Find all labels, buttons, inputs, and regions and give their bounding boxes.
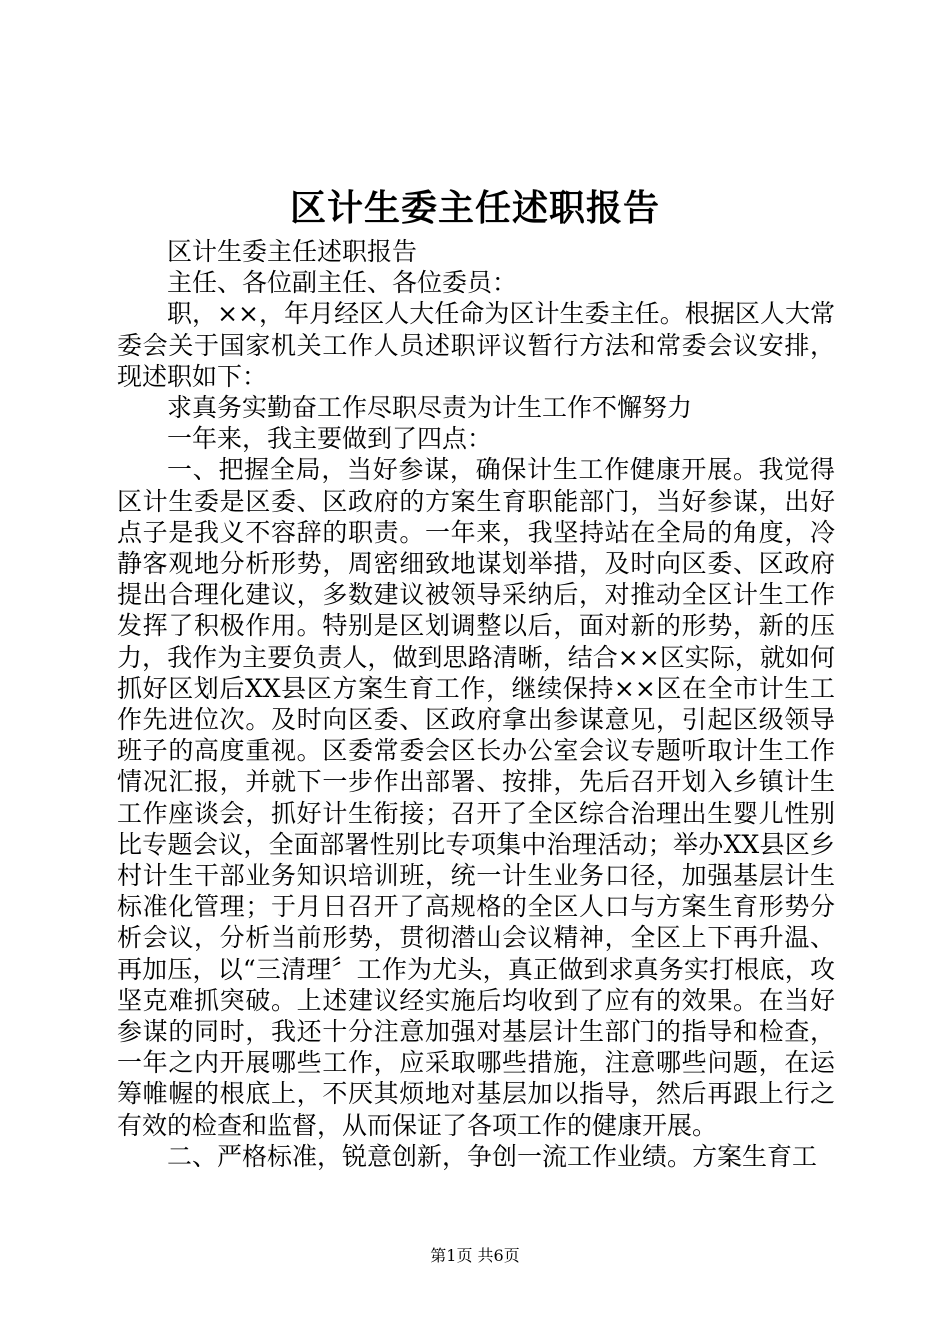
paragraph-salutation: 主任、各位副主任、各位委员：: [167, 268, 518, 298]
paragraph-section-1: 一、把握全局，当好参谋，确保计生工作健康开展。我觉得区计生委是区委、区政府的方案生育职能部门，当好参谋，出好点子是我义不容辞的职责。一年来，我坚持站在全局的角度，冷静客观地分析形势，周密细致地谋划举措，及时向区委、区政府提出合理化建议，多数建议被领导采纳后，对推动全区计生工作发挥了积极作用。特别是区划调整以后，面对新的形势，新的压力，我作为主要负责人，做到思路清晰，结合××区实际，就如何抓好区划后XX县区方案生育工作，继续保持××区在全市计生工作先进位次。及时向区委、区政府拿出参谋意见，引起区级领导班子的高度重视。区委常委会区长办公室会议专题听取计生工作情况汇报，并就下一步作出部署、按排，先后召开划入乡镇计生工作座谈会，抓好计生衔接；召开了全区综合治理出生婴儿性别比专题会议，全面部署性别比专项集中治理活动；举办XX县区乡村计生干部业务知识培训班，统一计生业务口径，加强基层计生标准化管理；于月日召开了高规格的全区人口与方案生育形势分析会议，分析当前形势，贯彻潜山会议精神，全区上下再升温、再加压，以“三清理〞工作为尤头，真正做到求真务实打根底，攻坚克难抓突破。上述建议经实施后均收到了应有的效果。在当好参谋的同时，我还十分注意加强对基层计生部门的指导和检查，一年之内开展哪些工作，应采取哪些措施，注意哪些问题，在运筹帷幄的根底上，不厌其烦地对基层加以指导，然后再跟上行之有效的检查和监督，从而保证了各项工作的健康开展。: [117, 455, 835, 1140]
paragraph-summary: 一年来，我主要做到了四点：: [167, 424, 493, 454]
paragraph-heading: 区计生委主任述职报告: [167, 237, 418, 266]
paragraph-subtitle: 求真务实勤奋工作尽职尽责为计生工作不懈努力: [167, 393, 693, 423]
document-body: [117, 236, 835, 1172]
page-footer: 第1页 共6页: [430, 1246, 520, 1265]
document-title: 区计生委主任述职报告: [289, 187, 660, 229]
paragraph-intro: 职，××，年月经区人大任命为区计生委主任。根据区人大常委会关于国家机关工作人员述职评议暂行方法和常委会议安排，现述职如下：: [117, 299, 835, 391]
paragraph-section-2: 二、严格标准，锐意创新，争创一流工作业绩。方案生育工: [167, 1141, 818, 1171]
